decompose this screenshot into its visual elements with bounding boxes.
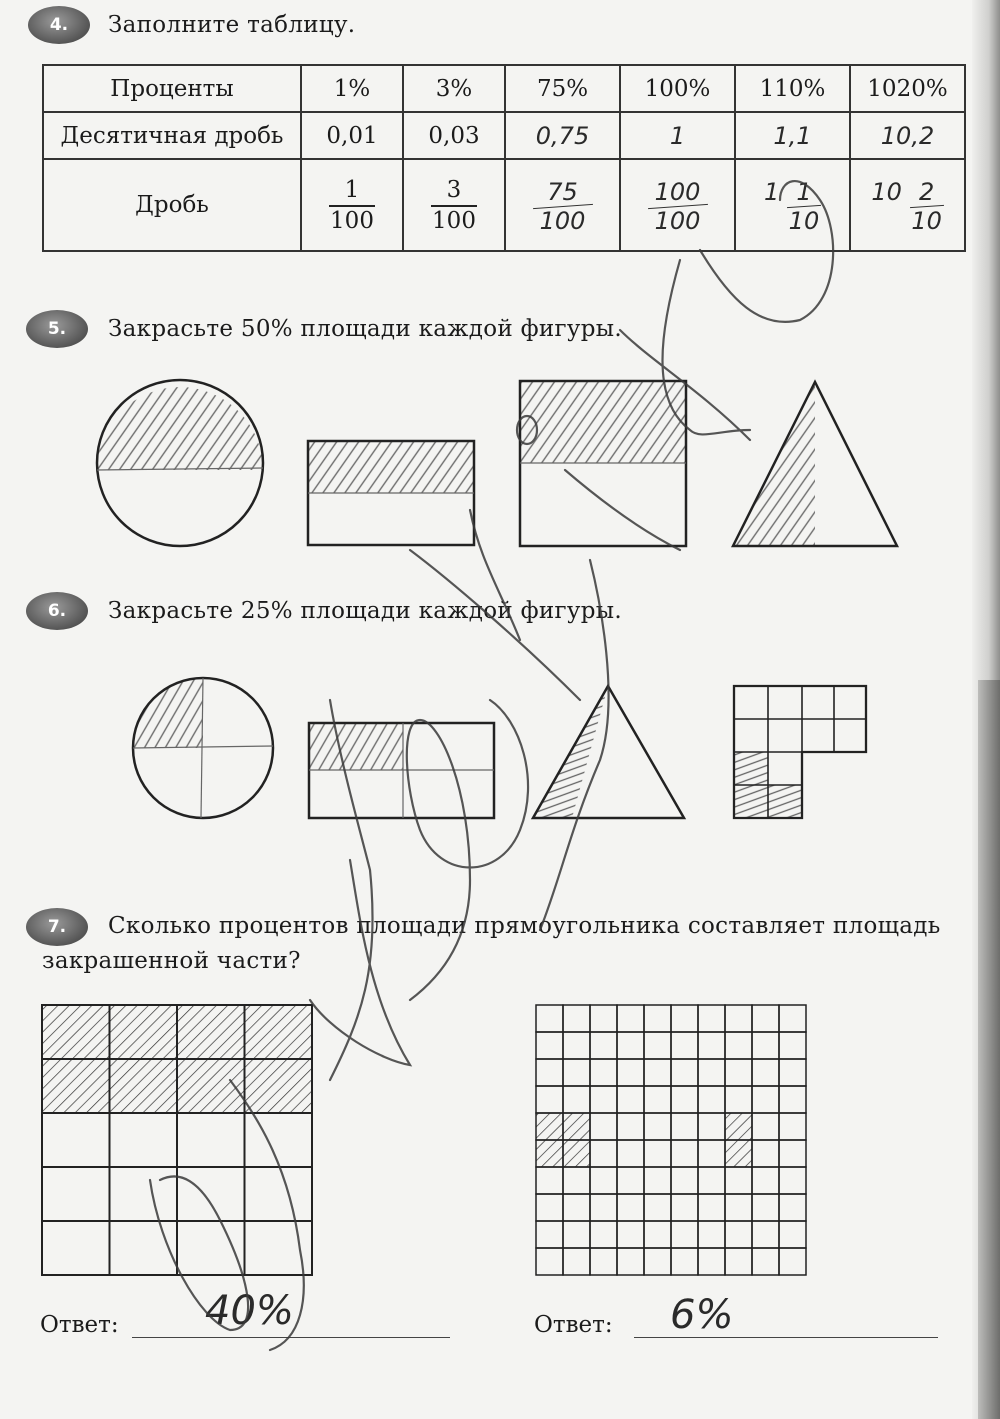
task-7-number-badge: 7. (26, 908, 88, 946)
table-cell: 75% (505, 65, 620, 112)
table-cell: 1020% (850, 65, 965, 112)
table-cell: 0,03 (403, 112, 505, 159)
printed-fraction: $\frac{3}{100}$ (432, 177, 476, 234)
handwritten-answer: 1 $\frac{1}{10}$ (735, 159, 850, 251)
handwritten-answer: 75 100 (505, 159, 620, 251)
task-4-heading: Заполните таблицу. (108, 12, 356, 38)
answer-value-left: 40% (205, 1288, 294, 1334)
table-cell: 100% (620, 65, 735, 112)
handwritten-answer: 10,2 (850, 112, 965, 159)
table-cell: 1% (301, 65, 403, 112)
row-header-fraction: Дробь (43, 159, 301, 251)
task-6-heading: Закрасьте 25% площади каждой фигуры. (108, 598, 622, 624)
task-5-number-badge: 5. (26, 310, 88, 348)
task-5-heading: Закрасьте 50% площади каждой фигуры. (108, 316, 622, 342)
handwritten-answer: 10 $\frac{2}{10}$ (850, 159, 965, 251)
answer-label-left: Ответ: (40, 1312, 119, 1338)
handwritten-answer: 1,1 (735, 112, 850, 159)
answer-label-right: Ответ: (534, 1312, 613, 1338)
handwritten-answer: 100 100 (620, 159, 735, 251)
printed-fraction: $\frac{1}{100}$ (330, 177, 374, 234)
table-cell: 3% (403, 65, 505, 112)
handwritten-answer: 0,75 (505, 112, 620, 159)
row-header-decimal: Десятичная дробь (43, 112, 301, 159)
task-6-number-badge: 6. (26, 592, 88, 630)
table-cell: 0,01 (301, 112, 403, 159)
row-header-percent: Проценты (43, 65, 301, 112)
task-4-number-badge: 4. (28, 6, 90, 44)
task-7-heading-line2: закрашенной части? (42, 948, 301, 974)
handwritten-answer: 1 (620, 112, 735, 159)
task-7-heading-line1: Сколько процентов площади прямоугольника составляет площадь (108, 913, 941, 939)
table-cell: 110% (735, 65, 850, 112)
answer-value-right: 6% (670, 1292, 734, 1338)
